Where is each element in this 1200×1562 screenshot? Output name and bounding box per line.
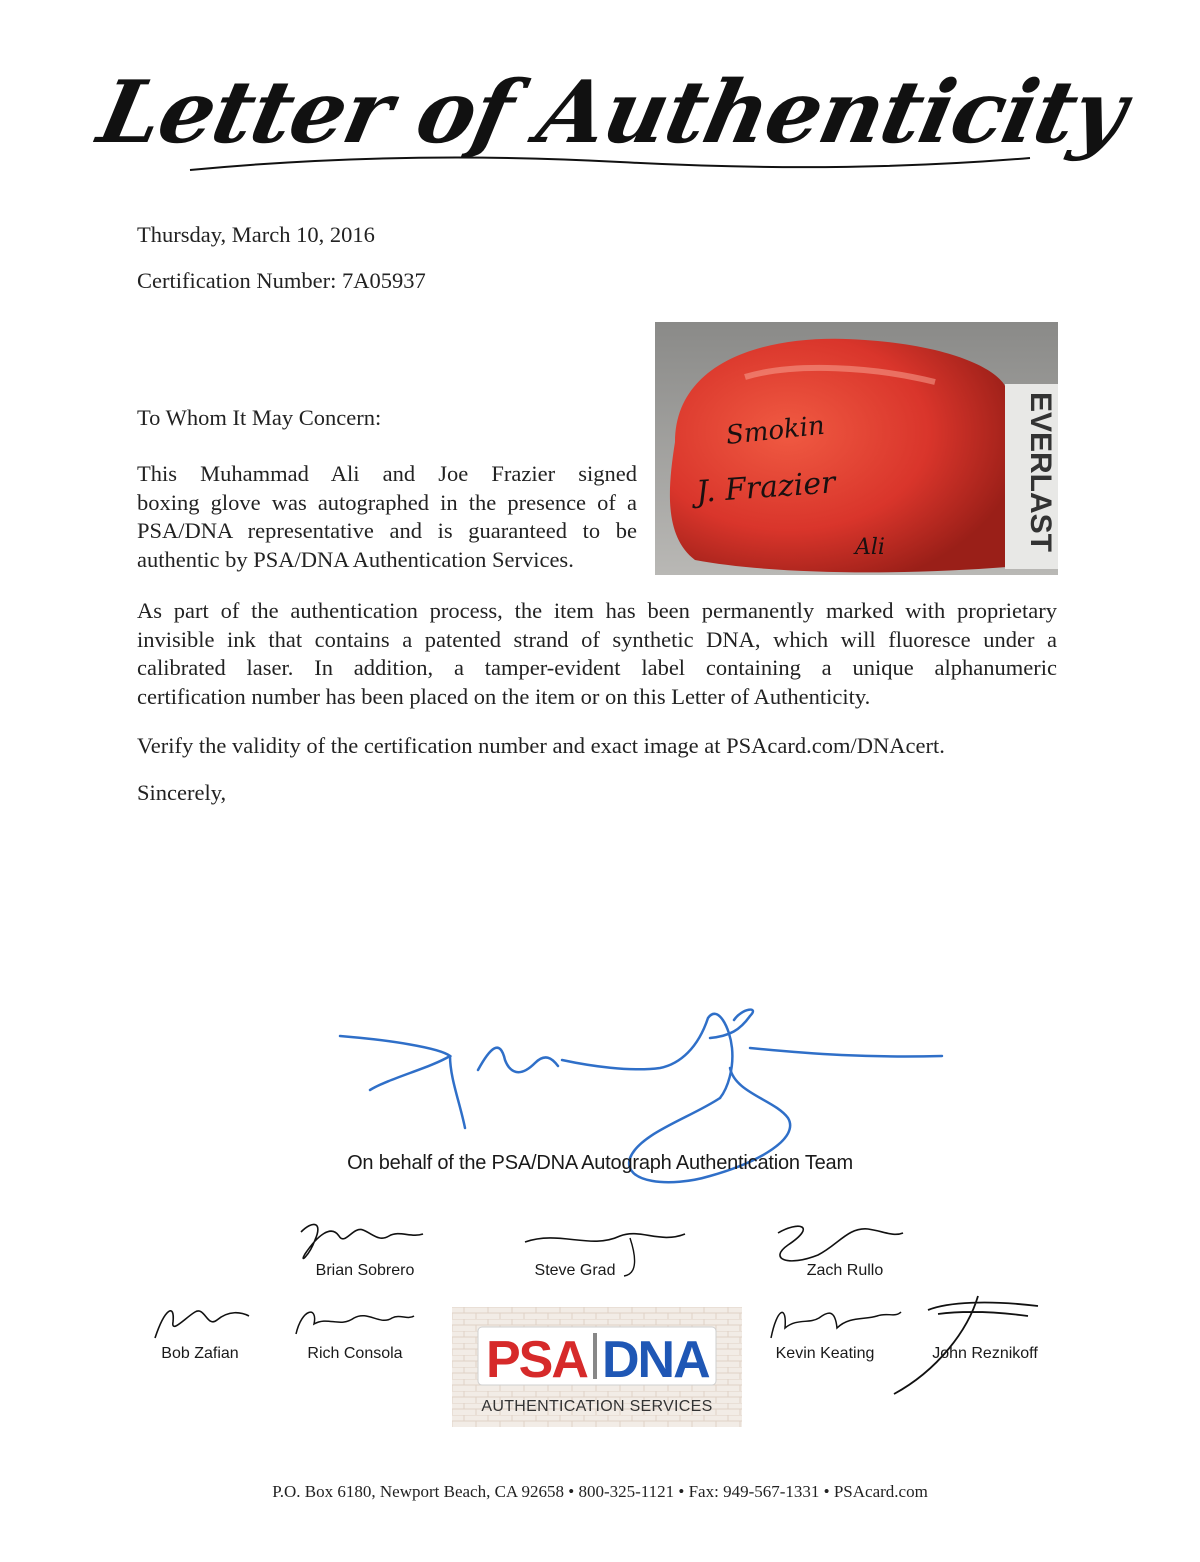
letter-title	[90, 30, 1135, 210]
signatory-name: Brian Sobrero	[315, 1262, 415, 1279]
paragraph-item-description	[137, 460, 637, 574]
glove-signature-2: J. Frazier	[695, 465, 837, 510]
boxing-glove	[670, 339, 1007, 573]
paragraph-line: As part of the authentication process, the item has been permanently marked with proprietary	[137, 598, 1057, 623]
signatory-name: Kevin Keating	[775, 1345, 875, 1362]
signatory-name: Rich Consola	[307, 1345, 403, 1362]
letter-date: Thursday, March 10, 2016	[137, 222, 375, 247]
paragraph-line: authentic by PSA/DNA Authentication Services.	[137, 546, 574, 572]
paragraph-line: PSA/DNA representative and is guaranteed to be	[137, 518, 637, 543]
salutation: To Whom It May Concern:	[137, 405, 382, 430]
signature-rich-consola	[288, 1298, 418, 1348]
paragraph-line: invisible ink that contains a patented strand of synthetic DNA, which will fluoresce under a	[137, 626, 1057, 652]
certification-number: Certification Number: 7A05937	[137, 268, 426, 293]
paragraph-authentication-process	[137, 597, 1057, 711]
signature-bob-zafian	[145, 1298, 255, 1348]
letter-title-text: Letter of Authenticity	[90, 60, 1135, 163]
logo-psa: PSA	[486, 1331, 587, 1389]
logo-tagline: AUTHENTICATION SERVICES	[481, 1398, 713, 1415]
psa-dna-logo	[452, 1307, 742, 1427]
glove-signature-3: Ali	[855, 535, 885, 560]
signatory-name: John Reznikoff	[932, 1345, 1038, 1362]
paragraph-verify	[137, 732, 1057, 761]
paragraph-line: boxing glove was autographed in the presence of a	[137, 489, 637, 515]
signature-kevin-keating	[765, 1298, 905, 1348]
signatory-name: Zach Rullo	[806, 1262, 884, 1279]
logo-dna: DNA	[602, 1331, 709, 1389]
item-photo	[655, 322, 1058, 575]
footer-contact: P.O. Box 6180, Newport Beach, CA 92658 • 800-325-1121 • Fax: 949-567-1331 • PSAcard.com	[272, 1482, 928, 1501]
paragraph-line: This Muhammad Ali and Joe Frazier signed	[137, 461, 637, 486]
paragraph-line: calibrated laser. In addition, a tamper-evident label containing a unique alphanumeric	[137, 655, 1057, 680]
paragraph-line: Verify the validity of the certification number and exact image at PSAcard.com/DNAcert.	[137, 733, 945, 758]
paragraph-line: certification number has been placed on the item or on this Letter of Authenticity.	[137, 683, 871, 709]
signatory-name: Steve Grad	[534, 1262, 616, 1279]
glove-signature-1: Smokin	[724, 410, 827, 451]
closing: Sincerely,	[137, 780, 227, 805]
signatory-name: Bob Zafian	[161, 1345, 239, 1362]
on-behalf-text: On behalf of the PSA/DNA Autograph Authentication Team	[347, 1152, 853, 1174]
brand-text: EVERLAST	[1024, 391, 1057, 553]
